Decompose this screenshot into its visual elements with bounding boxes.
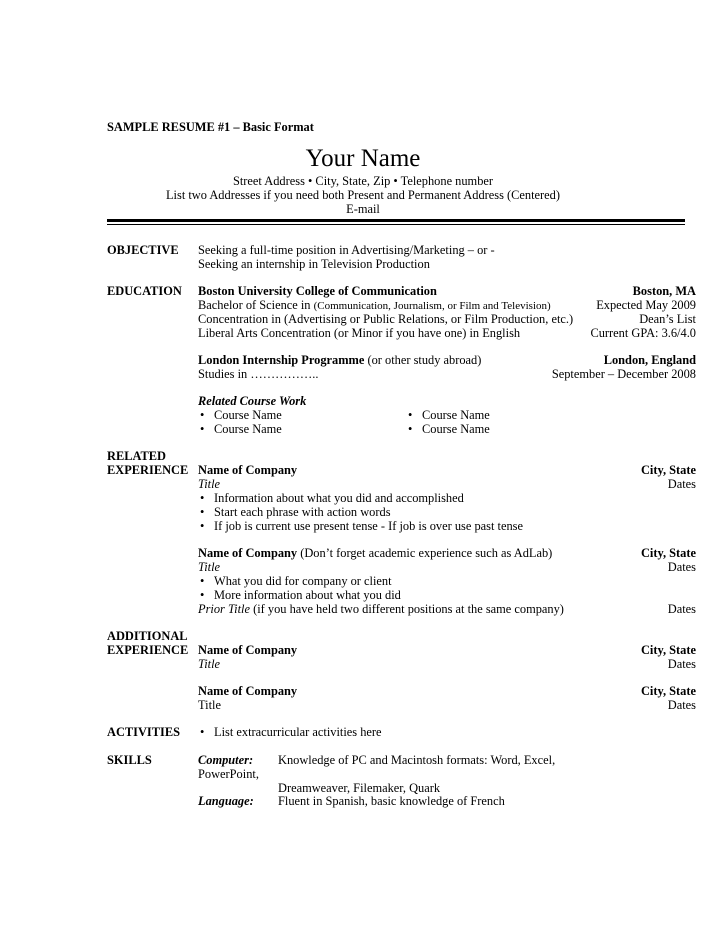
school-name: Boston University College of Communication <box>198 284 437 298</box>
sample-label: SAMPLE RESUME #1 – Basic Format <box>107 120 314 134</box>
additional-heading: ADDITIONAL <box>107 629 188 643</box>
prior-dates: Dates <box>667 602 696 616</box>
company-name: Name of Company <box>198 684 298 698</box>
course-item: • Course Name <box>422 423 490 435</box>
school2-note: (or other study abroad) <box>367 353 482 367</box>
related-heading: RELATED <box>107 449 166 463</box>
job-bullet: • More information about what you did <box>214 589 401 601</box>
job-bullet: • Start each phrase with action words <box>214 506 391 518</box>
honor-text: Dean’s List <box>639 312 696 326</box>
school2-line <box>198 354 481 366</box>
additional-heading: EXPERIENCE <box>107 643 189 657</box>
job-title: Title <box>198 477 221 491</box>
course-item: • Course Name <box>214 409 282 421</box>
company-note: (Don’t forget academic experience such as AdLab) <box>300 546 553 560</box>
skills-heading: SKILLS <box>107 753 152 767</box>
computer-label: Computer: <box>198 753 254 767</box>
language-text: Fluent in Spanish, basic knowledge of French <box>278 794 505 808</box>
computer-wrap: PowerPoint, <box>198 767 259 781</box>
school-location: Boston, MA <box>632 284 696 298</box>
job-title: Title <box>198 698 221 712</box>
company-location: City, State <box>640 463 696 477</box>
company-name: Name of Company <box>198 546 298 560</box>
company-name: Name of Company <box>198 643 298 657</box>
job-bullet: • If job is current use present tense - If job is over use past tense <box>214 520 523 532</box>
concentration-line: Concentration in (Advertising or Public Relations, or Film Production, etc.) <box>198 312 574 326</box>
expected-date: Expected May 2009 <box>596 298 696 312</box>
school2-dates: September – December 2008 <box>551 367 696 381</box>
computer-text-2: Dreamweaver, Filemaker, Quark <box>278 781 441 795</box>
prior-note: (if you have held two different positions at the same company) <box>253 602 564 616</box>
resume-name: Your Name <box>305 145 421 172</box>
prior-title-line <box>198 603 564 615</box>
coursework-heading: Related Course Work <box>198 394 307 408</box>
course-item: • Course Name <box>422 409 490 421</box>
job-dates: Dates <box>667 657 696 671</box>
address-note: List two Addresses if you need both Present and Permanent Address (Centered) <box>165 188 560 202</box>
related-heading: EXPERIENCE <box>107 463 189 477</box>
address-line: Street Address • City, State, Zip • Telephone number <box>232 174 494 188</box>
job-dates: Dates <box>667 477 696 491</box>
studies-line: Studies in …………….. <box>198 367 319 381</box>
course-item: • Course Name <box>214 423 282 435</box>
job-title: Title <box>198 560 221 574</box>
objective-heading: OBJECTIVE <box>107 243 179 257</box>
job-dates: Dates <box>667 698 696 712</box>
liberal-arts-line: Liberal Arts Concentration (or Minor if you have one) in English <box>198 326 521 340</box>
education-heading: EDUCATION <box>107 284 182 298</box>
company-line <box>198 547 552 559</box>
degree-line <box>198 299 551 312</box>
email-line: E-mail <box>346 202 380 216</box>
company-location: City, State <box>640 643 696 657</box>
job-bullet: • Information about what you did and accomplished <box>214 492 464 504</box>
gpa-text: Current GPA: 3.6/4.0 <box>590 326 696 340</box>
job-title: Title <box>198 657 221 671</box>
degree-note: (Communication, Journalism, or Film and Television) <box>313 300 551 312</box>
header-rule-thick <box>107 219 685 222</box>
school2-location: London, England <box>603 353 696 367</box>
job-bullet: • What you did for company or client <box>214 575 392 587</box>
company-location: City, State <box>640 684 696 698</box>
company-location: City, State <box>640 546 696 560</box>
job-dates: Dates <box>667 560 696 574</box>
school2-name: London Internship Programme <box>198 353 365 367</box>
degree-text: Bachelor of Science in <box>198 298 311 312</box>
computer-text: Knowledge of PC and Macintosh formats: Word, Excel, <box>278 753 556 767</box>
prior-title: Prior Title <box>198 602 250 616</box>
objective-line: Seeking a full-time position in Advertising/Marketing – or - <box>198 243 495 257</box>
company-name: Name of Company <box>198 463 298 477</box>
objective-line: Seeking an internship in Television Production <box>198 257 430 271</box>
language-label: Language: <box>198 794 254 808</box>
activities-heading: ACTIVITIES <box>107 725 180 739</box>
header-rule-thin <box>107 224 685 225</box>
activity-item: • List extracurricular activities here <box>214 726 382 738</box>
